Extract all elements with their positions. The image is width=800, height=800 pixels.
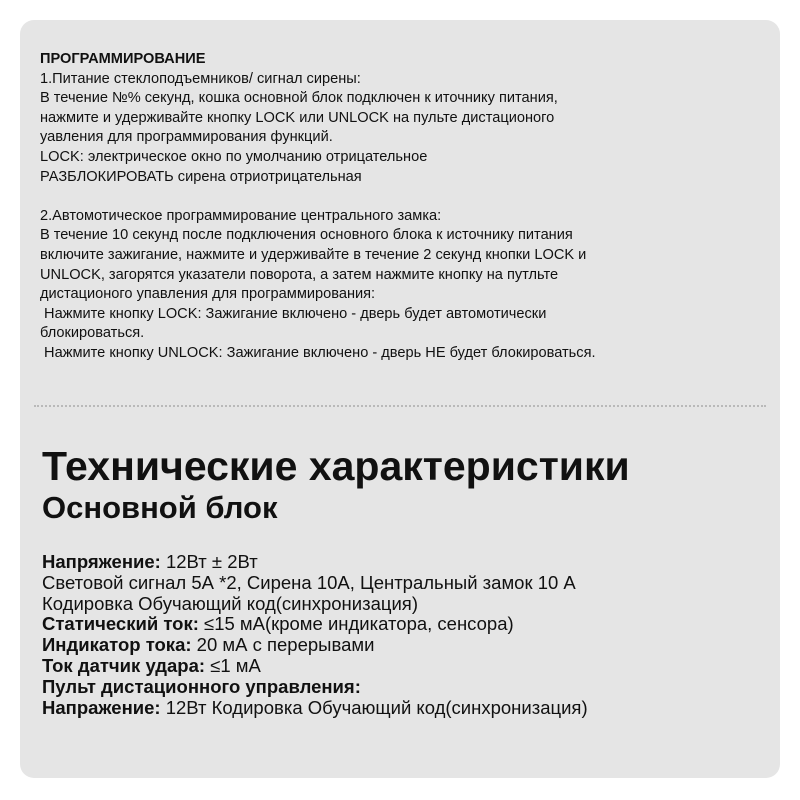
spec-value: 12Вт Кодировка Обучающий код(синхронизация) — [160, 696, 588, 718]
section2-line: UNLOCK, загорятся указатели поворота, а затем нажмите кнопку на путльте — [40, 266, 559, 283]
programming-section — [40, 50, 760, 364]
paragraph-gap — [40, 187, 760, 207]
spec-value: Кодировка Обучающий код(синхронизация) — [42, 592, 418, 614]
specs-subtitle: Основной блок — [42, 490, 278, 525]
spec-label: Напряжение: — [42, 551, 161, 572]
spec-label: Пульт дистационного управления: — [42, 675, 361, 697]
spec-row — [42, 614, 762, 635]
spec-label: Ток датчик удара: — [42, 654, 206, 676]
section1-line: уавления для программирования функций. — [40, 129, 333, 146]
programming-heading: ПРОГРАММИРОВАНИЕ — [40, 51, 206, 67]
section1-line: 1.Питание стеклоподъемников/ сигнал сирены: — [40, 70, 361, 87]
spec-row — [42, 594, 762, 615]
section2-line: включите зажигание, нажмите и удерживайте в течение 2 секунд кнопки LOCK и — [40, 246, 587, 263]
section1-line: РАЗБЛОКИРОВАТЬ сирена отриотрицательная — [40, 168, 362, 185]
spec-row — [42, 573, 762, 594]
spec-value: ≤1 мА — [205, 654, 261, 676]
spec-row — [42, 698, 762, 719]
section2-line: Нажмите кнопку LOCK: Зажигание включено - дверь будет автомотически — [40, 305, 547, 322]
section1-line: В течение №% секунд, кошка основной блок подключен к иточнику питания, — [40, 90, 558, 107]
section2-line: Нажмите кнопку UNLOCK: Зажигание включено - дверь НЕ будет блокироваться. — [40, 344, 596, 361]
spec-label: Напражение: — [42, 696, 161, 718]
section1-line: нажмите и удерживайте кнопку LOCK или UNLOCK на пульте дистационого — [40, 109, 555, 126]
spec-row — [42, 656, 762, 677]
section2-line: блокироваться. — [40, 325, 145, 342]
spec-label: Статический ток: — [42, 613, 199, 635]
specs-list — [42, 552, 762, 718]
spec-value: Световой сигнал 5А *2, Сирена 10А, Центральный замок 10 А — [42, 571, 576, 593]
section1-line: LOCK: электрическое окно по умолчанию отрицательное — [40, 148, 428, 165]
spec-value: ≤15 мА(кроме индикатора, сенсора) — [198, 613, 514, 635]
section2-line: В течение 10 секунд после подключения основного блока к источнику питания — [40, 227, 573, 244]
specs-title: Технические характеристики — [42, 443, 630, 489]
section2-line: 2.Автомотическое программирование центрального замка: — [40, 207, 442, 224]
dotted-divider — [34, 405, 766, 407]
spec-value: 20 мА с перерывами — [191, 634, 375, 656]
section2-line: дистационого упавления для программирования: — [40, 286, 376, 303]
spec-row — [42, 677, 762, 698]
spec-row — [42, 635, 762, 656]
spec-row — [42, 552, 762, 573]
spec-value: 12Вт ± 2Вт — [160, 551, 258, 572]
spec-label: Индикатор тока: — [42, 634, 192, 656]
